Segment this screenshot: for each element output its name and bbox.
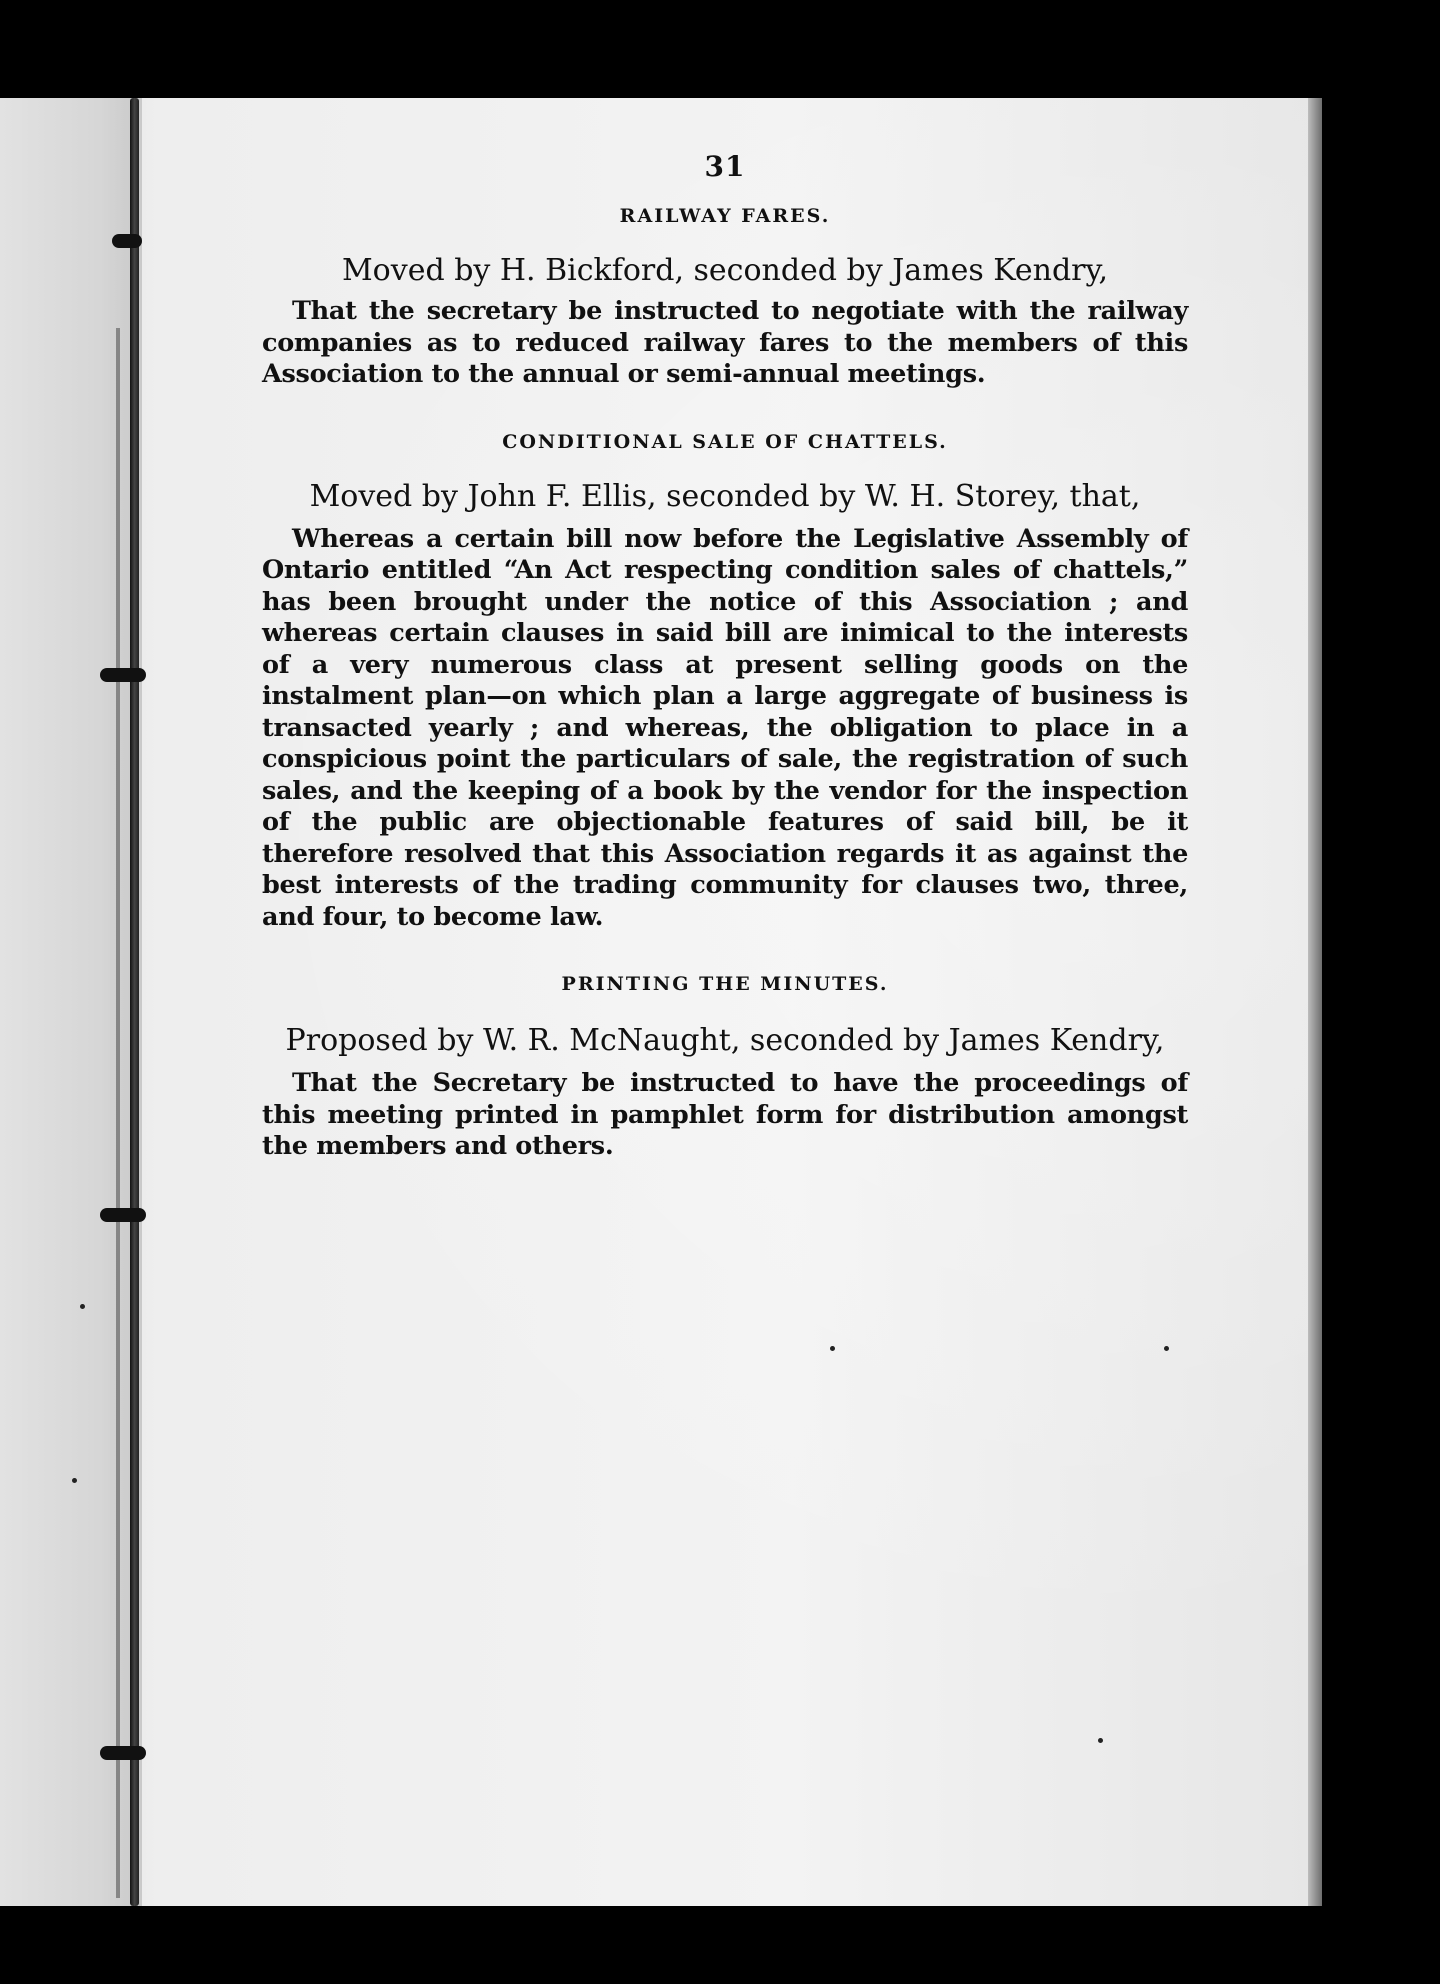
- binding-stitch: [100, 1746, 146, 1760]
- resolution-text: That the secretary be instructed to negotiate with the railway companies as to reduced railway fares to the members of this Association to the annual or semi-annual meetings.: [262, 296, 1188, 389]
- scan-speck: [1164, 1346, 1169, 1351]
- section-heading: RAILWAY FARES.: [619, 205, 831, 227]
- resolution-text: Whereas a certain bill now before the Legislative Assembly of Ontario entitled “An Act respecting condition sales of chattels,” has been brought under the notice of this Association ; and whereas certain clauses in said bill are inimical to the interests of a very numerous class at present selling goods on the instalment plan—on which plan a large aggregate of business is transacted yearly ; and whereas, the obligation to place in a conspicious point the particulars of sale, the registration of such sales, and the keeping of a book by the vendor for the inspection of the public are objectionable features of said bill, be it therefore resolved that this Association regards it as against the best interests of the trading community for clauses two, three, and four, to become law.: [262, 523, 1188, 932]
- motion-line: Proposed by W. R. McNaught, seconded by James Kendry,: [285, 1023, 1165, 1058]
- scan-speck: [1098, 1738, 1103, 1743]
- binding-thread-shadow: [116, 328, 120, 1898]
- page-content: [262, 150, 1188, 1163]
- section-railway-fares: [262, 205, 1188, 391]
- binding-stitch: [100, 1208, 146, 1222]
- binding-stitch: [112, 234, 142, 248]
- section-printing-minutes: [262, 973, 1188, 1163]
- motion-line: Moved by H. Bickford, seconded by James Kendry,: [341, 253, 1109, 288]
- page-gutter: [0, 98, 142, 1906]
- scan-speck: [72, 1478, 77, 1483]
- page-edge-shadow: [1308, 98, 1322, 1906]
- section-heading: PRINTING THE MINUTES.: [561, 973, 889, 995]
- scan-speck: [80, 1304, 85, 1309]
- section-conditional-sale: [262, 431, 1188, 934]
- section-heading: CONDITIONAL SALE OF CHATTELS.: [502, 430, 948, 453]
- resolution-text: That the Secretary be instructed to have the proceedings of this meeting printed in pamphlet form for distribution amongst the members and others.: [262, 1068, 1188, 1161]
- binding-stitch: [100, 668, 146, 682]
- motion-line: Moved by John F. Ellis, seconded by W. H. Storey, that,: [309, 478, 1141, 514]
- binding-thread: [130, 98, 139, 1906]
- page-number: 31: [704, 150, 746, 183]
- scan-speck: [830, 1346, 835, 1351]
